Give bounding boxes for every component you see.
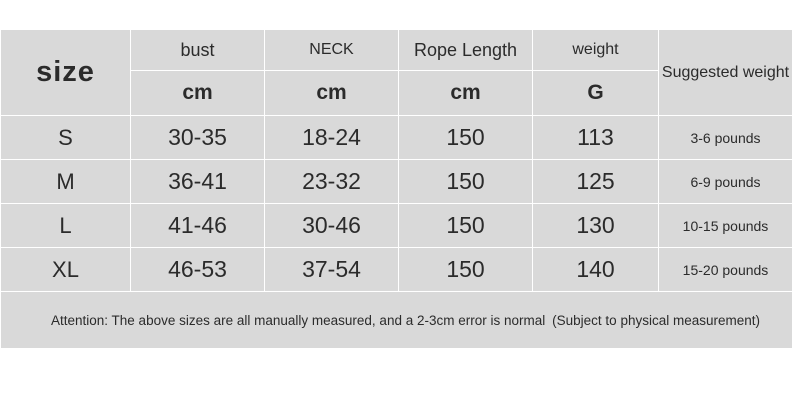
row-neck: 18-24 [265,116,399,160]
row-suggested-weight: 10-15 pounds [659,204,792,248]
row-suggested-weight: 6-9 pounds [659,160,792,204]
row-size: M [1,160,131,204]
header-bust: bust [131,30,265,71]
row-weight: 130 [533,204,659,248]
row-suggested-weight: 3-6 pounds [659,116,792,160]
table-note-row [1,292,792,349]
row-rope-length: 150 [399,116,533,160]
header-size: size [1,30,131,116]
row-rope-length: 150 [399,204,533,248]
row-weight: 125 [533,160,659,204]
row-size: L [1,204,131,248]
size-chart-table [0,29,792,349]
row-suggested-weight: 15-20 pounds [659,248,792,292]
row-bust: 46-53 [131,248,265,292]
unit-weight: G [533,71,659,116]
header-weight: weight [533,30,659,71]
header-rope-length: Rope Length [399,30,533,71]
unit-bust: cm [131,71,265,116]
header-neck: NECK [265,30,399,71]
row-neck: 30-46 [265,204,399,248]
size-chart-table-wrap [0,29,792,349]
measurement-note-text: Attention: The above sizes are all manually measured, and a 2-3cm error is normal [51,312,546,328]
row-bust: 41-46 [131,204,265,248]
row-bust: 30-35 [131,116,265,160]
row-weight: 140 [533,248,659,292]
row-rope-length: 150 [399,248,533,292]
table-row [1,116,792,160]
row-size: S [1,116,131,160]
row-size: XL [1,248,131,292]
table-row [1,204,792,248]
row-rope-length: 150 [399,160,533,204]
table-header-row [1,30,792,71]
row-neck: 23-32 [265,160,399,204]
unit-rope-length: cm [399,71,533,116]
table-row [1,160,792,204]
measurement-note-subject: (Subject to physical measurement) [552,312,760,328]
measurement-note-cell [1,292,792,349]
table-row [1,248,792,292]
header-suggested-weight: Suggested weight [659,30,792,116]
row-bust: 36-41 [131,160,265,204]
unit-neck: cm [265,71,399,116]
row-neck: 37-54 [265,248,399,292]
row-weight: 113 [533,116,659,160]
